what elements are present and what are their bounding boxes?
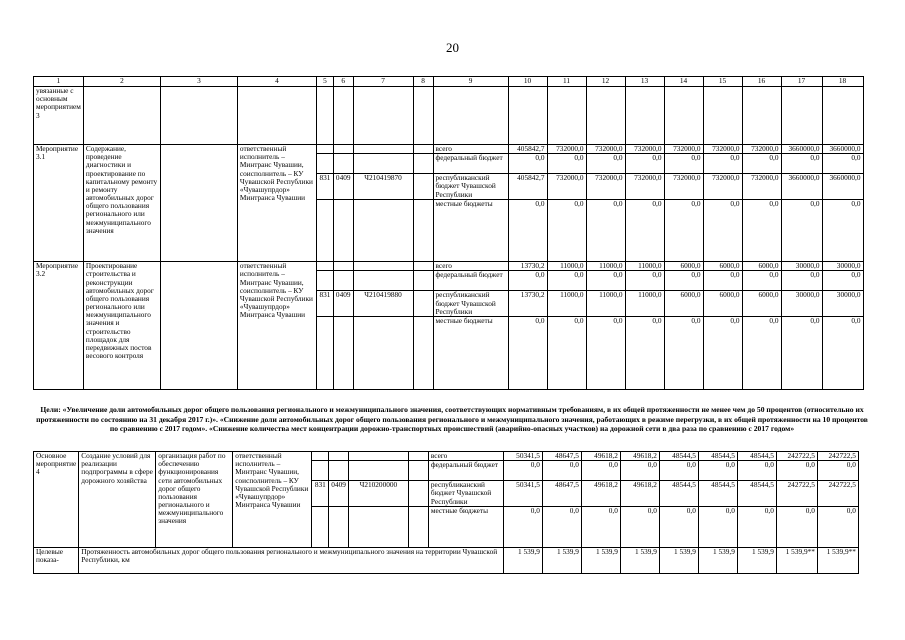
funding-value: 0,0 bbox=[781, 317, 822, 390]
budget-code-type bbox=[413, 271, 433, 291]
funding-value: 0,0 bbox=[781, 271, 822, 291]
budget-code-section: 0409 bbox=[333, 174, 353, 200]
header-cell: 7 bbox=[353, 77, 413, 87]
funding-value: 48544,5 bbox=[659, 452, 698, 461]
funding-value: 49618,2 bbox=[620, 452, 659, 461]
funding-value: 405842,7 bbox=[508, 174, 547, 200]
funding-value: 0,0 bbox=[742, 317, 781, 390]
funding-value: 0,0 bbox=[586, 154, 625, 174]
funding-value: 732000,0 bbox=[703, 174, 742, 200]
funding-value: 732000,0 bbox=[742, 174, 781, 200]
funding-value: 0,0 bbox=[542, 507, 581, 548]
budget-code-grbs bbox=[316, 317, 333, 390]
indicator-value: 1 539,9 bbox=[620, 548, 659, 574]
funding-value: 0,0 bbox=[581, 507, 620, 548]
header-cell: 5 bbox=[316, 77, 333, 87]
indicator-value: 1 539,9** bbox=[776, 548, 817, 574]
funding-value: 242722,5 bbox=[776, 452, 817, 461]
budget-code-section bbox=[333, 317, 353, 390]
budget-code-grbs bbox=[316, 262, 333, 271]
budget-code-target bbox=[348, 461, 408, 481]
funding-value: 732000,0 bbox=[625, 174, 664, 200]
funding-value: 6000,0 bbox=[742, 262, 781, 271]
event-executor: ответственный исполнитель – Минтранс Чувашии, соисполнитель – КУ Чувашской Республики «Чувашупрдор» Минтранса Чувашии bbox=[237, 145, 316, 262]
budget-code-type bbox=[413, 154, 433, 174]
table-row bbox=[34, 262, 864, 271]
indicator-value: 1 539,9 bbox=[698, 548, 737, 574]
table-row bbox=[34, 452, 859, 461]
funding-value: 0,0 bbox=[737, 507, 776, 548]
header-cell: 14 bbox=[664, 77, 703, 87]
budget-code-section bbox=[333, 262, 353, 271]
header-cell: 3 bbox=[160, 77, 237, 87]
funding-value: 405842,7 bbox=[508, 145, 547, 154]
funding-value: 242722,5 bbox=[817, 452, 858, 461]
event4-rows bbox=[34, 452, 859, 548]
funding-value: 0,0 bbox=[781, 154, 822, 174]
program-table bbox=[33, 76, 864, 390]
continuation-row bbox=[34, 87, 864, 145]
header-cell: 1 bbox=[34, 77, 84, 87]
budget-code-grbs: 831 bbox=[312, 481, 329, 507]
funding-value: 3660000,0 bbox=[822, 174, 863, 200]
budget-code-target bbox=[353, 154, 413, 174]
budget-code-section: 0409 bbox=[333, 291, 353, 317]
funding-value: 0,0 bbox=[620, 507, 659, 548]
header-cell: 15 bbox=[703, 77, 742, 87]
funding-value: 242722,5 bbox=[817, 481, 858, 507]
header-cell: 10 bbox=[508, 77, 547, 87]
header-cell: 11 bbox=[547, 77, 586, 87]
funding-value: 3660000,0 bbox=[822, 145, 863, 154]
funding-value: 0,0 bbox=[703, 317, 742, 390]
funding-value: 732000,0 bbox=[742, 145, 781, 154]
funding-source: всего bbox=[428, 452, 503, 461]
header-cell: 9 bbox=[433, 77, 508, 87]
budget-code-grbs bbox=[312, 507, 329, 548]
funding-source: федеральный бюджет bbox=[433, 154, 508, 174]
funding-value: 0,0 bbox=[664, 317, 703, 390]
funding-value: 0,0 bbox=[742, 271, 781, 291]
funding-value: 0,0 bbox=[508, 271, 547, 291]
funding-value: 0,0 bbox=[508, 154, 547, 174]
funding-value: 0,0 bbox=[664, 200, 703, 262]
indicator-label: Целевые показа- bbox=[34, 548, 79, 574]
funding-value: 0,0 bbox=[703, 200, 742, 262]
page-number: 20 bbox=[446, 40, 459, 55]
budget-code-target bbox=[353, 262, 413, 271]
budget-code-section bbox=[329, 461, 349, 481]
funding-source: всего bbox=[433, 145, 508, 154]
indicator-value: 1 539,9 bbox=[542, 548, 581, 574]
funding-value: 0,0 bbox=[703, 271, 742, 291]
budget-code-type bbox=[413, 291, 433, 317]
budget-code-target: Ч210200000 bbox=[348, 481, 408, 507]
funding-value: 0,0 bbox=[503, 461, 542, 481]
funding-value: 11000,0 bbox=[586, 291, 625, 317]
funding-value: 13730,2 bbox=[508, 262, 547, 271]
funding-value: 48544,5 bbox=[698, 452, 737, 461]
funding-value: 0,0 bbox=[817, 461, 858, 481]
budget-code-target: Ч210419880 bbox=[353, 291, 413, 317]
funding-value: 0,0 bbox=[620, 461, 659, 481]
funding-value: 0,0 bbox=[817, 507, 858, 548]
funding-value: 6000,0 bbox=[703, 262, 742, 271]
event-task bbox=[160, 145, 237, 262]
indicator-value: 1 539,9 bbox=[503, 548, 542, 574]
funding-value: 0,0 bbox=[822, 200, 863, 262]
budget-code-grbs bbox=[312, 452, 329, 461]
event-name: Содержание, проведение диагностики и проектирование по капитальному ремонту и ремонту автомобильных дорог общего пользования регионального или межмуниципального значения bbox=[83, 145, 160, 262]
funding-value: 732000,0 bbox=[586, 145, 625, 154]
funding-value: 49618,2 bbox=[581, 452, 620, 461]
funding-value: 30000,0 bbox=[822, 262, 863, 271]
funding-value: 11000,0 bbox=[625, 262, 664, 271]
header-cell: 2 bbox=[83, 77, 160, 87]
funding-value: 0,0 bbox=[781, 200, 822, 262]
funding-value: 0,0 bbox=[822, 271, 863, 291]
funding-value: 3660000,0 bbox=[781, 174, 822, 200]
funding-value: 0,0 bbox=[581, 461, 620, 481]
funding-value: 0,0 bbox=[547, 317, 586, 390]
indicator-text: Протяженность автомобильных дорог общего пользования регионального и межмуниципального значения на территории Чувашской Республики, км bbox=[79, 548, 504, 574]
funding-value: 48544,5 bbox=[659, 481, 698, 507]
budget-code-target bbox=[348, 452, 408, 461]
funding-value: 242722,5 bbox=[776, 481, 817, 507]
funding-value: 0,0 bbox=[776, 507, 817, 548]
funding-value: 50341,5 bbox=[503, 452, 542, 461]
funding-value: 0,0 bbox=[547, 271, 586, 291]
goals-paragraph bbox=[33, 405, 871, 434]
program-table-continued bbox=[33, 451, 859, 574]
funding-value: 6000,0 bbox=[664, 262, 703, 271]
budget-code-type bbox=[408, 452, 428, 461]
budget-code-type bbox=[413, 174, 433, 200]
funding-value: 732000,0 bbox=[547, 174, 586, 200]
funding-value: 0,0 bbox=[625, 271, 664, 291]
funding-value: 30000,0 bbox=[781, 291, 822, 317]
budget-code-target bbox=[353, 317, 413, 390]
funding-value: 0,0 bbox=[737, 461, 776, 481]
budget-code-target bbox=[348, 507, 408, 548]
funding-value: 0,0 bbox=[625, 154, 664, 174]
funding-value: 6000,0 bbox=[742, 291, 781, 317]
budget-code-grbs: 831 bbox=[316, 291, 333, 317]
table-row bbox=[34, 145, 864, 154]
funding-value: 50341,5 bbox=[503, 481, 542, 507]
budget-code-target bbox=[353, 145, 413, 154]
budget-code-grbs bbox=[316, 271, 333, 291]
event-code: Основное мероприятие 4 bbox=[34, 452, 79, 548]
funding-source: республиканский бюджет Чувашской Республики bbox=[433, 291, 508, 317]
funding-value: 0,0 bbox=[586, 271, 625, 291]
budget-code-target bbox=[353, 271, 413, 291]
indicator-value: 1 539,9 bbox=[737, 548, 776, 574]
budget-code-type bbox=[408, 461, 428, 481]
header-cell: 17 bbox=[781, 77, 822, 87]
funding-value: 0,0 bbox=[659, 461, 698, 481]
header-cell: 18 bbox=[822, 77, 863, 87]
funding-source: всего bbox=[433, 262, 508, 271]
funding-value: 48544,5 bbox=[737, 481, 776, 507]
funding-value: 0,0 bbox=[625, 317, 664, 390]
indicator-value: 1 539,9** bbox=[817, 548, 858, 574]
funding-value: 0,0 bbox=[542, 461, 581, 481]
funding-value: 0,0 bbox=[822, 317, 863, 390]
funding-value: 0,0 bbox=[822, 154, 863, 174]
budget-code-section bbox=[333, 200, 353, 262]
budget-code-target bbox=[353, 200, 413, 262]
indicator-value: 1 539,9 bbox=[659, 548, 698, 574]
funding-value: 0,0 bbox=[776, 461, 817, 481]
event-executor: ответственный исполнитель – Минтранс Чувашии, соисполнитель – КУ Чувашской Республики «Чувашупрдор» Минтранса Чувашии bbox=[237, 262, 316, 390]
funding-value: 0,0 bbox=[698, 507, 737, 548]
funding-value: 0,0 bbox=[503, 507, 542, 548]
funding-source: местные бюджеты bbox=[433, 200, 508, 262]
budget-code-section bbox=[329, 507, 349, 548]
funding-value: 30000,0 bbox=[822, 291, 863, 317]
funding-value: 0,0 bbox=[698, 461, 737, 481]
indicator-value: 1 539,9 bbox=[581, 548, 620, 574]
funding-value: 48544,5 bbox=[698, 481, 737, 507]
funding-value: 0,0 bbox=[664, 271, 703, 291]
funding-value: 0,0 bbox=[586, 317, 625, 390]
funding-value: 0,0 bbox=[742, 200, 781, 262]
funding-source: местные бюджеты bbox=[428, 507, 503, 548]
budget-code-type bbox=[413, 200, 433, 262]
funding-value: 30000,0 bbox=[781, 262, 822, 271]
budget-code-section bbox=[333, 154, 353, 174]
funding-value: 0,0 bbox=[586, 200, 625, 262]
budget-code-section bbox=[333, 145, 353, 154]
event-name: Проектирование строительства и реконструкции автомобильных дорог общего пользования регионального или межмуниципального значения и строительство площадок для передвижных постов весового контроля bbox=[83, 262, 160, 390]
funding-value: 11000,0 bbox=[547, 262, 586, 271]
funding-value: 3660000,0 bbox=[781, 145, 822, 154]
funding-value: 0,0 bbox=[625, 200, 664, 262]
funding-value: 732000,0 bbox=[703, 145, 742, 154]
header-cell: 12 bbox=[586, 77, 625, 87]
event-name: Создание условий для реализации подпрограммы в сфере дорожного хозяйства bbox=[79, 452, 156, 548]
indicator-row bbox=[34, 548, 859, 574]
funding-value: 13730,2 bbox=[508, 291, 547, 317]
funding-value: 11000,0 bbox=[547, 291, 586, 317]
funding-value: 732000,0 bbox=[664, 174, 703, 200]
budget-code-grbs bbox=[316, 200, 333, 262]
funding-value: 0,0 bbox=[659, 507, 698, 548]
funding-value: 48647,5 bbox=[542, 481, 581, 507]
funding-value: 6000,0 bbox=[664, 291, 703, 317]
funding-value: 48544,5 bbox=[737, 452, 776, 461]
budget-code-target: Ч210419870 bbox=[353, 174, 413, 200]
funding-value: 49618,2 bbox=[620, 481, 659, 507]
funding-value: 0,0 bbox=[703, 154, 742, 174]
funding-value: 732000,0 bbox=[586, 174, 625, 200]
funding-value: 0,0 bbox=[508, 200, 547, 262]
event-code: Мероприятие 3.1 bbox=[34, 145, 84, 262]
event-code: Мероприятие 3.2 bbox=[34, 262, 84, 390]
event-task bbox=[160, 262, 237, 390]
funding-source: местные бюджеты bbox=[433, 317, 508, 390]
funding-source: федеральный бюджет bbox=[433, 271, 508, 291]
funding-value: 0,0 bbox=[508, 317, 547, 390]
header-cell: 13 bbox=[625, 77, 664, 87]
funding-value: 732000,0 bbox=[664, 145, 703, 154]
goals-text: Цели: «Увеличение доли автомобильных дорог общего пользования регионального и межмуниципального значения, соответствующих нормативным требованиям, в их общей протяженности не менее чем до 50 процентов (относительно их протяженности по состоянию на 31 декабря 2017 г.)». «Снижение доли автомобильных дорог общего пользования регионального и межмуниципального значения, работающих в режиме перегрузки, в их общей протяженности на 10 процентов по сравнению с 2017 годом». «Снижение количества мест концентрации дорожно-транспортных происшествий (аварийно-опасных участков) на дорожной сети в два раза по сравнению с 2017 годом» bbox=[36, 405, 870, 434]
budget-code-type bbox=[408, 481, 428, 507]
funding-value: 11000,0 bbox=[586, 262, 625, 271]
event-task: организация работ по обеспечению функционирования сети автомобильных дорог общего пользования регионального и межмуниципального значения bbox=[156, 452, 233, 548]
budget-code-type bbox=[413, 262, 433, 271]
header-cell: 8 bbox=[413, 77, 433, 87]
funding-value: 11000,0 bbox=[625, 291, 664, 317]
budget-code-type bbox=[413, 145, 433, 154]
event-rows bbox=[34, 145, 864, 390]
budget-code-section bbox=[329, 452, 349, 461]
budget-code-section bbox=[333, 271, 353, 291]
header-cell: 6 bbox=[333, 77, 353, 87]
funding-value: 49618,2 bbox=[581, 481, 620, 507]
budget-code-grbs bbox=[316, 154, 333, 174]
event-executor: ответственный исполнитель – Минтранс Чувашии, соисполнитель – КУ Чувашской Республики «Чувашупрдор» Минтранса Чувашии bbox=[233, 452, 312, 548]
header-cell: 4 bbox=[237, 77, 316, 87]
funding-source: республиканский бюджет Чувашской Республики bbox=[433, 174, 508, 200]
funding-value: 0,0 bbox=[547, 200, 586, 262]
funding-source: республиканский бюджет Чувашской Республики bbox=[428, 481, 503, 507]
funding-value: 0,0 bbox=[664, 154, 703, 174]
funding-source: федеральный бюджет bbox=[428, 461, 503, 481]
funding-value: 48647,5 bbox=[542, 452, 581, 461]
budget-code-grbs bbox=[316, 145, 333, 154]
continuation-text: увязанные с основным мероприятием 3 bbox=[34, 87, 84, 145]
budget-code-type bbox=[408, 507, 428, 548]
funding-value: 6000,0 bbox=[703, 291, 742, 317]
budget-code-section: 0409 bbox=[329, 481, 349, 507]
budget-code-type bbox=[413, 317, 433, 390]
header-cell: 16 bbox=[742, 77, 781, 87]
table-header-row bbox=[34, 77, 864, 87]
budget-code-grbs bbox=[312, 461, 329, 481]
funding-value: 732000,0 bbox=[625, 145, 664, 154]
budget-code-grbs: 831 bbox=[316, 174, 333, 200]
funding-value: 0,0 bbox=[547, 154, 586, 174]
funding-value: 732000,0 bbox=[547, 145, 586, 154]
funding-value: 0,0 bbox=[742, 154, 781, 174]
